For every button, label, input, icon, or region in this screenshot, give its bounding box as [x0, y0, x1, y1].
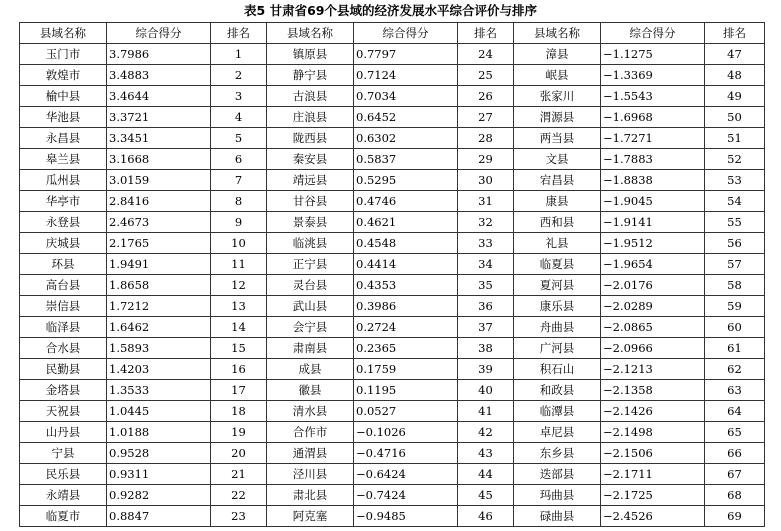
- score-cell: 1.5893: [107, 338, 211, 359]
- score-cell: 3.3451: [107, 128, 211, 149]
- rank-cell: 31: [458, 191, 514, 212]
- rank-cell: 10: [211, 233, 267, 254]
- table-row: [20, 422, 765, 443]
- rank-cell: 29: [458, 149, 514, 170]
- score-cell: −2.1725: [601, 485, 705, 506]
- county-name-cell: 靖远县: [267, 170, 354, 191]
- rank-cell: 43: [458, 443, 514, 464]
- rank-cell: 50: [705, 107, 765, 128]
- county-name-cell: 宁县: [20, 443, 107, 464]
- score-cell: −0.9485: [354, 506, 458, 527]
- score-cell: −2.1358: [601, 380, 705, 401]
- score-cell: 0.4621: [354, 212, 458, 233]
- rank-cell: 52: [705, 149, 765, 170]
- rank-cell: 44: [458, 464, 514, 485]
- county-name-cell: 成县: [267, 359, 354, 380]
- county-name-cell: 东乡县: [514, 443, 601, 464]
- rank-cell: 3: [211, 86, 267, 107]
- table-row: [20, 107, 765, 128]
- header-rank: 排名: [211, 23, 267, 44]
- rank-cell: 63: [705, 380, 765, 401]
- score-cell: 0.5295: [354, 170, 458, 191]
- score-cell: 1.0188: [107, 422, 211, 443]
- score-cell: −2.1506: [601, 443, 705, 464]
- score-cell: −1.9512: [601, 233, 705, 254]
- county-name-cell: 通渭县: [267, 443, 354, 464]
- rank-cell: 51: [705, 128, 765, 149]
- header-county-name: 县域名称: [514, 23, 601, 44]
- county-name-cell: 永昌县: [20, 128, 107, 149]
- county-name-cell: 永登县: [20, 212, 107, 233]
- score-cell: −2.0966: [601, 338, 705, 359]
- score-cell: 3.7986: [107, 44, 211, 65]
- rank-cell: 32: [458, 212, 514, 233]
- county-name-cell: 和政县: [514, 380, 601, 401]
- score-cell: 3.4644: [107, 86, 211, 107]
- score-cell: −2.1426: [601, 401, 705, 422]
- rank-cell: 69: [705, 506, 765, 527]
- table-row: [20, 443, 765, 464]
- table-row: [20, 359, 765, 380]
- county-name-cell: 高台县: [20, 275, 107, 296]
- county-name-cell: 临夏县: [514, 254, 601, 275]
- rank-cell: 19: [211, 422, 267, 443]
- rank-cell: 28: [458, 128, 514, 149]
- score-cell: 0.7797: [354, 44, 458, 65]
- score-cell: −2.0289: [601, 296, 705, 317]
- score-cell: 3.4883: [107, 65, 211, 86]
- rank-cell: 9: [211, 212, 267, 233]
- score-cell: 3.3721: [107, 107, 211, 128]
- rank-cell: 20: [211, 443, 267, 464]
- county-name-cell: 礼县: [514, 233, 601, 254]
- county-name-cell: 古浪县: [267, 86, 354, 107]
- county-name-cell: 临夏市: [20, 506, 107, 527]
- score-cell: 0.5837: [354, 149, 458, 170]
- score-cell: −1.7883: [601, 149, 705, 170]
- rank-cell: 8: [211, 191, 267, 212]
- rank-cell: 17: [211, 380, 267, 401]
- score-cell: −2.1213: [601, 359, 705, 380]
- rank-cell: 11: [211, 254, 267, 275]
- header-composite-score: 综合得分: [601, 23, 705, 44]
- county-name-cell: 文县: [514, 149, 601, 170]
- score-cell: 0.4353: [354, 275, 458, 296]
- score-cell: 0.6302: [354, 128, 458, 149]
- county-name-cell: 金塔县: [20, 380, 107, 401]
- table-row: [20, 401, 765, 422]
- rank-cell: 53: [705, 170, 765, 191]
- county-name-cell: 广河县: [514, 338, 601, 359]
- score-cell: 0.1195: [354, 380, 458, 401]
- rank-cell: 40: [458, 380, 514, 401]
- county-name-cell: 镇原县: [267, 44, 354, 65]
- county-name-cell: 会宁县: [267, 317, 354, 338]
- county-name-cell: 康县: [514, 191, 601, 212]
- county-name-cell: 肃北县: [267, 485, 354, 506]
- table-row: [20, 464, 765, 485]
- county-name-cell: 渭源县: [514, 107, 601, 128]
- header-rank: 排名: [705, 23, 765, 44]
- county-name-cell: 秦安县: [267, 149, 354, 170]
- score-cell: 0.9528: [107, 443, 211, 464]
- rank-cell: 21: [211, 464, 267, 485]
- score-cell: 0.4414: [354, 254, 458, 275]
- rank-cell: 34: [458, 254, 514, 275]
- county-name-cell: 静宁县: [267, 65, 354, 86]
- score-cell: 1.3533: [107, 380, 211, 401]
- rank-cell: 46: [458, 506, 514, 527]
- rank-cell: 12: [211, 275, 267, 296]
- score-cell: −0.1026: [354, 422, 458, 443]
- table-header-row: [20, 23, 765, 44]
- score-cell: 0.4746: [354, 191, 458, 212]
- rank-cell: 27: [458, 107, 514, 128]
- county-name-cell: 合水县: [20, 338, 107, 359]
- county-name-cell: 甘谷县: [267, 191, 354, 212]
- rank-cell: 65: [705, 422, 765, 443]
- score-cell: 2.4673: [107, 212, 211, 233]
- county-name-cell: 肃南县: [267, 338, 354, 359]
- table-body: [20, 44, 765, 527]
- rank-cell: 56: [705, 233, 765, 254]
- rank-cell: 25: [458, 65, 514, 86]
- score-cell: 0.9282: [107, 485, 211, 506]
- rank-cell: 24: [458, 44, 514, 65]
- score-cell: −1.8838: [601, 170, 705, 191]
- county-name-cell: 碌曲县: [514, 506, 601, 527]
- county-name-cell: 敦煌市: [20, 65, 107, 86]
- score-cell: 0.2724: [354, 317, 458, 338]
- county-name-cell: 景泰县: [267, 212, 354, 233]
- county-name-cell: 陇西县: [267, 128, 354, 149]
- table-row: [20, 191, 765, 212]
- county-name-cell: 清水县: [267, 401, 354, 422]
- rank-cell: 30: [458, 170, 514, 191]
- county-name-cell: 积石山: [514, 359, 601, 380]
- rank-cell: 42: [458, 422, 514, 443]
- table-row: [20, 233, 765, 254]
- score-cell: 1.9491: [107, 254, 211, 275]
- rank-cell: 60: [705, 317, 765, 338]
- table-row: [20, 65, 765, 86]
- score-cell: 1.8658: [107, 275, 211, 296]
- score-cell: 0.1759: [354, 359, 458, 380]
- rank-cell: 26: [458, 86, 514, 107]
- score-cell: −2.4526: [601, 506, 705, 527]
- county-name-cell: 临潭县: [514, 401, 601, 422]
- rank-cell: 49: [705, 86, 765, 107]
- table-row: [20, 485, 765, 506]
- table-row: [20, 317, 765, 338]
- county-name-cell: 卓尼县: [514, 422, 601, 443]
- rank-cell: 36: [458, 296, 514, 317]
- header-composite-score: 综合得分: [107, 23, 211, 44]
- score-cell: −0.6424: [354, 464, 458, 485]
- rank-cell: 22: [211, 485, 267, 506]
- rank-cell: 2: [211, 65, 267, 86]
- score-cell: 1.7212: [107, 296, 211, 317]
- header-county-name: 县域名称: [267, 23, 354, 44]
- score-cell: −1.1275: [601, 44, 705, 65]
- table-row: [20, 128, 765, 149]
- table-caption: 表5 甘肃省69个县域的经济发展水平综合评价与排序: [244, 3, 537, 18]
- rank-cell: 48: [705, 65, 765, 86]
- rank-cell: 4: [211, 107, 267, 128]
- rank-cell: 7: [211, 170, 267, 191]
- rank-cell: 35: [458, 275, 514, 296]
- county-name-cell: 天祝县: [20, 401, 107, 422]
- rank-cell: 23: [211, 506, 267, 527]
- county-name-cell: 玉门市: [20, 44, 107, 65]
- score-cell: 0.8847: [107, 506, 211, 527]
- county-name-cell: 榆中县: [20, 86, 107, 107]
- score-cell: 0.2365: [354, 338, 458, 359]
- county-name-cell: 岷县: [514, 65, 601, 86]
- rank-cell: 5: [211, 128, 267, 149]
- score-cell: 1.0445: [107, 401, 211, 422]
- table-row: [20, 296, 765, 317]
- rank-cell: 41: [458, 401, 514, 422]
- score-cell: −2.0176: [601, 275, 705, 296]
- county-name-cell: 瓜州县: [20, 170, 107, 191]
- county-name-cell: 徽县: [267, 380, 354, 401]
- rank-cell: 57: [705, 254, 765, 275]
- county-name-cell: 临洮县: [267, 233, 354, 254]
- header-rank: 排名: [458, 23, 514, 44]
- rank-cell: 68: [705, 485, 765, 506]
- county-name-cell: 灵台县: [267, 275, 354, 296]
- score-cell: 2.8416: [107, 191, 211, 212]
- county-name-cell: 华亭市: [20, 191, 107, 212]
- county-name-cell: 正宁县: [267, 254, 354, 275]
- score-cell: −2.1498: [601, 422, 705, 443]
- score-cell: 0.6452: [354, 107, 458, 128]
- rank-cell: 33: [458, 233, 514, 254]
- table-row: [20, 86, 765, 107]
- table-row: [20, 275, 765, 296]
- score-cell: −2.0865: [601, 317, 705, 338]
- table-row: [20, 170, 765, 191]
- score-cell: −1.5543: [601, 86, 705, 107]
- rank-cell: 55: [705, 212, 765, 233]
- county-name-cell: 阿克塞: [267, 506, 354, 527]
- score-cell: −1.6968: [601, 107, 705, 128]
- rank-cell: 37: [458, 317, 514, 338]
- county-name-cell: 张家川: [514, 86, 601, 107]
- rank-cell: 45: [458, 485, 514, 506]
- rank-cell: 62: [705, 359, 765, 380]
- county-name-cell: 舟曲县: [514, 317, 601, 338]
- county-name-cell: 山丹县: [20, 422, 107, 443]
- score-cell: 1.4203: [107, 359, 211, 380]
- score-cell: 3.1668: [107, 149, 211, 170]
- score-cell: 0.9311: [107, 464, 211, 485]
- rank-cell: 38: [458, 338, 514, 359]
- table-row: [20, 149, 765, 170]
- rank-cell: 64: [705, 401, 765, 422]
- table-row: [20, 338, 765, 359]
- county-name-cell: 泾川县: [267, 464, 354, 485]
- score-cell: 0.0527: [354, 401, 458, 422]
- county-ranking-table: [19, 22, 765, 527]
- score-cell: 1.6462: [107, 317, 211, 338]
- county-name-cell: 民勤县: [20, 359, 107, 380]
- rank-cell: 58: [705, 275, 765, 296]
- table-row: [20, 254, 765, 275]
- score-cell: −2.1711: [601, 464, 705, 485]
- rank-cell: 18: [211, 401, 267, 422]
- score-cell: −1.7271: [601, 128, 705, 149]
- score-cell: 0.7034: [354, 86, 458, 107]
- score-cell: 3.0159: [107, 170, 211, 191]
- header-composite-score: 综合得分: [354, 23, 458, 44]
- county-name-cell: 庆城县: [20, 233, 107, 254]
- county-name-cell: 庄浪县: [267, 107, 354, 128]
- county-name-cell: 西和县: [514, 212, 601, 233]
- county-name-cell: 崇信县: [20, 296, 107, 317]
- rank-cell: 1: [211, 44, 267, 65]
- county-name-cell: 两当县: [514, 128, 601, 149]
- score-cell: 0.3986: [354, 296, 458, 317]
- rank-cell: 6: [211, 149, 267, 170]
- score-cell: 0.7124: [354, 65, 458, 86]
- county-name-cell: 临泽县: [20, 317, 107, 338]
- score-cell: −1.9141: [601, 212, 705, 233]
- rank-cell: 15: [211, 338, 267, 359]
- county-name-cell: 武山县: [267, 296, 354, 317]
- table-row: [20, 212, 765, 233]
- rank-cell: 59: [705, 296, 765, 317]
- rank-cell: 39: [458, 359, 514, 380]
- county-name-cell: 迭部县: [514, 464, 601, 485]
- rank-cell: 16: [211, 359, 267, 380]
- table-row: [20, 380, 765, 401]
- county-name-cell: 宕昌县: [514, 170, 601, 191]
- county-name-cell: 合作市: [267, 422, 354, 443]
- score-cell: −1.9045: [601, 191, 705, 212]
- header-county-name: 县域名称: [20, 23, 107, 44]
- rank-cell: 61: [705, 338, 765, 359]
- rank-cell: 54: [705, 191, 765, 212]
- rank-cell: 13: [211, 296, 267, 317]
- county-name-cell: 漳县: [514, 44, 601, 65]
- county-name-cell: 玛曲县: [514, 485, 601, 506]
- county-name-cell: 永靖县: [20, 485, 107, 506]
- table-row: [20, 506, 765, 527]
- county-name-cell: 华池县: [20, 107, 107, 128]
- score-cell: 0.4548: [354, 233, 458, 254]
- rank-cell: 47: [705, 44, 765, 65]
- county-name-cell: 夏河县: [514, 275, 601, 296]
- county-name-cell: 环县: [20, 254, 107, 275]
- rank-cell: 67: [705, 464, 765, 485]
- score-cell: 2.1765: [107, 233, 211, 254]
- county-name-cell: 皋兰县: [20, 149, 107, 170]
- score-cell: −1.9654: [601, 254, 705, 275]
- score-cell: −0.7424: [354, 485, 458, 506]
- table-row: [20, 44, 765, 65]
- score-cell: −1.3369: [601, 65, 705, 86]
- rank-cell: 66: [705, 443, 765, 464]
- score-cell: −0.4716: [354, 443, 458, 464]
- county-name-cell: 民乐县: [20, 464, 107, 485]
- rank-cell: 14: [211, 317, 267, 338]
- county-name-cell: 康乐县: [514, 296, 601, 317]
